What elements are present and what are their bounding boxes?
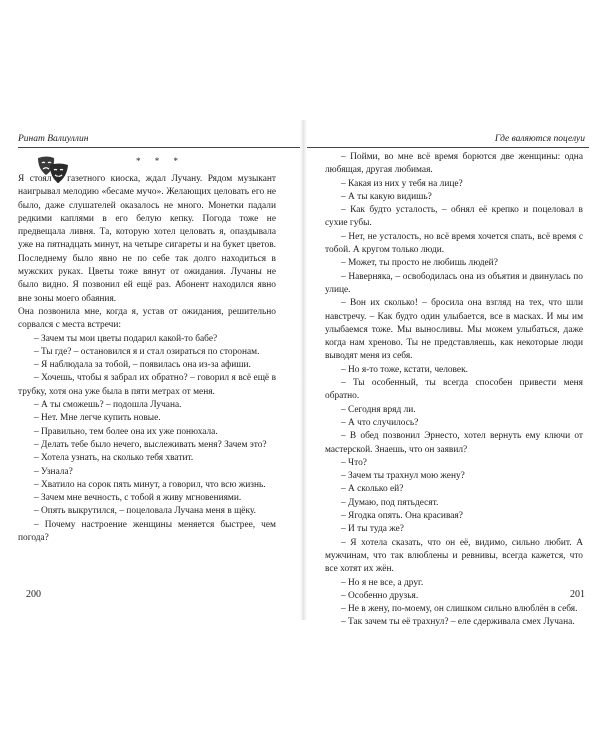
paragraph: – Пойми, во мне всё время борются две женщины: одна любящая, другая любимая. [325,152,583,176]
paragraph: – Нет, не усталость, но всё время хочется спать, всё время с тобой. А кругом только люди. [325,231,583,256]
paragraph: – Ягодка опять. Она красивая? [341,511,463,522]
paragraph: – Не в жену, по-моему, он слишком сильно влюблён в себя. [341,604,578,615]
author-name: Ринат Валиуллин [18,134,89,144]
paragraph: – Какая из них у тебя на лице? [341,178,463,189]
paragraph: – Делать тебе было нечего, выслеживать меня? Зачем это? [34,439,267,450]
paragraph: – Может, ты просто не любишь людей? [341,258,498,269]
paragraph: – А сколько ей? [341,484,404,495]
paragraph: – Я наблюдала за тобой, – появилась она из-за афиши. [34,360,251,371]
paragraph: – Я хотела сказать, что он её, видимо, сильно любит. А мужчинам, что так влюблены и ревнивы, всегда кажется, что все хотят их жён. [325,537,583,575]
paragraph: – Почему настроение женщины меняется быстрее, чем погода? [18,519,276,544]
paragraph: – Узнала? [34,466,73,477]
paragraph: – Но я не все, а друг. [341,577,424,588]
page-number: 201 [570,589,585,600]
right-page-text [325,151,583,630]
paragraph: – Зачем мне вечность, с тобой я живу мгновениями. [34,493,242,504]
paragraph: – Сегодня вряд ли. [341,404,416,415]
paragraph: – Опять выкрутился, – поцеловала Лучана меня в щёку. [34,506,256,517]
left-page [18,133,300,603]
paragraph: Она позвонила мне, когда я, устав от ожидания, решительно сорвался с места встречи: [18,306,276,331]
left-header-rule [18,147,300,148]
paragraph: – Ты где? – остановился я и стал озираться по сторонам. [34,346,260,357]
paragraph: – Нет. Мне легче купить новые. [34,413,161,424]
paragraph: – Что? [341,457,367,468]
page-number: 200 [26,589,41,600]
paragraph: – Хочешь, чтобы я забрал их обратно? – говорил я всё ещё в трубку, хотя она уже была в пяти метрах от меня. [18,373,276,397]
paragraph: – Хватило на сорок пять минут, а говорил, что всю жизнь. [34,479,266,490]
paragraph: – И ты туда же? [341,524,404,535]
paragraph: – А ты сможешь? – подошла Лучана. [34,400,182,411]
right-header-rule [307,147,589,148]
paragraph: – Правильно, тем более она их уже понюхала. [34,426,218,437]
paragraph: – Хотела узнать, на сколько тебя хватит. [34,453,194,464]
left-page-text [18,173,276,545]
section-ornament: * * * [136,156,184,166]
paragraph: – Зачем ты трахнул мою жену? [341,471,465,482]
paragraph: – Ты особенный, ты всегда способен привести меня обратно. [325,378,583,402]
book-title: Где валяются поцелуи [494,134,585,144]
paragraph: – Наверняка, – освободилась она из объятия и двинулась по улице. [325,271,583,295]
right-running-head [307,133,589,146]
left-running-head [18,133,300,146]
paragraph: – В обед позвонил Эрнесто, хотел вернуть ему ключи от мастерской. Знаешь, что он заявил? [325,431,583,455]
paragraph: – Так зачем ты её трахнул? – еле сдерживала смех Лучана. [341,617,575,628]
paragraph: – Вон их сколько! – бросила она взгляд на тех, что шли навстречу. – Как будто один улыбается, все в масках. И мы им улыбаемся тоже. Мы выносливы. Мы можем улыбаться, даже когда нам хреново. Ты не представляешь, как некоторые люди выводят меня из себя. [325,298,583,362]
right-page [307,133,589,628]
paragraph: – Как будто усталость, – обнял её крепко и поцеловал в сухие губы. [325,205,583,229]
paragraph: Я стоял у газетного киоска, ждал Лучану. Рядом музыкант наигрывал мелодию «бесаме мучо». Желающих целовать его не было, даже слушателей оказалось не много. Монетки падали редкими каплями в его белую кепку. Погода тоже не предвещала ливня. Та, которую хотел целовать я, опаздывала уже на пятнадцать минут, на четыре сигареты и на букет цветов. Последнему было явно не по себе так долго находиться в мужских руках. Цветы тоже вянут от ожидания. Лучаны не было видно. Я позвонил ей ещё раз. Абонент находился явно вне зоны моего обаяния. [18,174,276,304]
paragraph: – Но я-то тоже, кстати, человек. [341,364,468,375]
paragraph: – Думаю, под пятьдесят. [341,497,439,508]
paragraph: – А ты какую видишь? [341,191,432,202]
paragraph: – Особенно друзья. [341,590,419,601]
paragraph: – Зачем ты мои цветы подарил какой-то бабе? [34,333,218,344]
book-gutter [300,120,307,620]
paragraph: – А что случилось? [341,417,419,428]
